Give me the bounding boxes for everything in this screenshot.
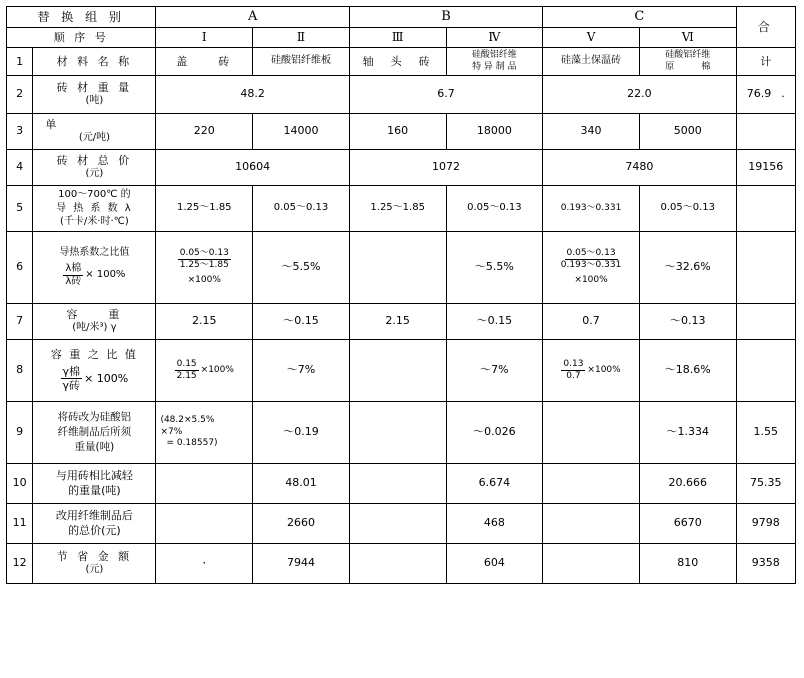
cell-value: 0.193～0.331 (543, 185, 640, 231)
cell-value: 48.2 (156, 75, 349, 113)
col-roman-1: Ⅰ (156, 28, 253, 48)
cell-value: 硅藻土保温砖 (543, 48, 640, 76)
cell-value: 硅酸铝纤维板 (253, 48, 350, 76)
row-label-unit: (吨) (85, 94, 104, 106)
cell-value: 7944 (253, 543, 350, 583)
cell-value: 5000 (639, 113, 736, 149)
cell-value (349, 401, 446, 463)
cell-value (543, 401, 640, 463)
row-number: 4 (7, 149, 33, 185)
cell-value-formula: $\frac{0.05\sim 0.13}{0.193\sim 0.331}$ ×100% (543, 231, 640, 303)
cell-value: 810 (639, 543, 736, 583)
row-label-main: 单 (45, 118, 57, 132)
row-total (736, 303, 795, 339)
cell-value: 0.05～0.13 (446, 185, 543, 231)
row-total: 9798 (736, 503, 795, 543)
col-roman-5: Ⅴ (543, 28, 640, 48)
table-row (7, 401, 796, 463)
cell-value: (48.2×5.5% ×7% = 0.18557) (156, 401, 253, 463)
row-number: 7 (7, 303, 33, 339)
cell-value: 10604 (156, 149, 349, 185)
row-label: 将砖改为硅酸铝 纤维制品后所须 重量(吨) (33, 401, 156, 463)
row-total (736, 113, 795, 149)
cell-value (349, 339, 446, 401)
row-label-main: 砖 材 总 价 (56, 154, 133, 168)
table-row (7, 339, 796, 401)
cell-value: ～7% (253, 339, 350, 401)
header-replacement-group-label: 替 换 组 别 (7, 7, 156, 28)
cell-value: ～5.5% (446, 231, 543, 303)
cell-value: 468 (446, 503, 543, 543)
row-label (33, 231, 156, 303)
cell-value (349, 231, 446, 303)
col-roman-6: Ⅵ (639, 28, 736, 48)
row-total (736, 231, 795, 303)
row-number: 10 (7, 463, 33, 503)
row-number: 11 (7, 503, 33, 543)
table-row (7, 48, 796, 76)
col-roman-3: Ⅲ (349, 28, 446, 48)
cell-value-formula: $\frac{0.15}{2.15}$ ×100% (156, 339, 253, 401)
row-number: 2 (7, 75, 33, 113)
cell-value: 7480 (543, 149, 736, 185)
cell-value: 22.0 (543, 75, 736, 113)
cell-value: 18000 (446, 113, 543, 149)
cell-value: · (156, 543, 253, 583)
row-label-unit: (元) (85, 563, 104, 575)
cell-value: 0.7 (543, 303, 640, 339)
row-label-formula: $\frac{\text{λ棉}}{\text{λ砖}}$ × 100% (65, 262, 126, 287)
table-row (7, 463, 796, 503)
cell-value: ～7% (446, 339, 543, 401)
row-label-main: 砖 材 重 量 (56, 81, 133, 95)
cell-value: 2660 (253, 503, 350, 543)
row-label (33, 303, 156, 339)
cell-value: 0.05～0.13 (253, 185, 350, 231)
cell-value-formula: $\frac{0.05\sim 0.13}{1.25\sim 1.85}$ ×100% (156, 231, 253, 303)
row-label (33, 75, 156, 113)
cell-value: ～1.334 (639, 401, 736, 463)
row-number: 5 (7, 185, 33, 231)
table-row (7, 149, 796, 185)
comparison-table (6, 6, 796, 584)
cell-value: 160 (349, 113, 446, 149)
total-header-top: 合 (736, 7, 795, 48)
table-header-row-numbers (7, 28, 796, 48)
cell-value: 盖 砖 (156, 48, 253, 76)
cell-value: 1.25～1.85 (349, 185, 446, 231)
table-row (7, 185, 796, 231)
cell-value: 604 (446, 543, 543, 583)
cell-value: ～18.6% (639, 339, 736, 401)
cell-value (543, 503, 640, 543)
row-label: 改用纤维制品后 的总价(元) (33, 503, 156, 543)
row-label-unit: (吨/米³) γ (72, 321, 117, 333)
cell-value: ～0.19 (253, 401, 350, 463)
group-a-header: A (156, 7, 349, 28)
cell-value: 6.674 (446, 463, 543, 503)
group-c-header: C (543, 7, 736, 28)
row-label-unit: (元) (85, 167, 104, 179)
cell-value (543, 463, 640, 503)
cell-value: 轴 头 砖 (349, 48, 446, 76)
header-order-number-label: 顺 序 号 (7, 28, 156, 48)
table-row (7, 543, 796, 583)
cell-value: ～0.13 (639, 303, 736, 339)
table-row (7, 75, 796, 113)
row-label-unit: (元/吨) (78, 131, 110, 143)
cell-value: 2.15 (156, 303, 253, 339)
row-total: 1.55 (736, 401, 795, 463)
row-label: 材 料 名 称 (33, 48, 156, 76)
cell-value: 6.7 (349, 75, 542, 113)
cell-value: 硅酸铝纤维 原 棉 (639, 48, 736, 76)
row-number: 9 (7, 401, 33, 463)
row-label-main: 导热系数之比值 (59, 247, 130, 258)
row-total-value: 76.9 (746, 87, 772, 101)
table-row (7, 231, 796, 303)
row-total: 9358 (736, 543, 795, 583)
cell-value (543, 543, 640, 583)
cell-value: 2.15 (349, 303, 446, 339)
cell-value (349, 543, 446, 583)
cell-value: ～32.6% (639, 231, 736, 303)
col-roman-4: Ⅳ (446, 28, 543, 48)
cell-value: 48.01 (253, 463, 350, 503)
row-label (33, 543, 156, 583)
row-label: 与用砖相比减轻 的重量(吨) (33, 463, 156, 503)
cell-value: ～0.15 (253, 303, 350, 339)
cell-value: 6670 (639, 503, 736, 543)
cell-value: 220 (156, 113, 253, 149)
cell-value: 1072 (349, 149, 542, 185)
row-number: 1 (7, 48, 33, 76)
cell-value: 20.666 (639, 463, 736, 503)
cell-value: 14000 (253, 113, 350, 149)
row-number: 12 (7, 543, 33, 583)
row-total: 19156 (736, 149, 795, 185)
cell-value (156, 503, 253, 543)
row-label (33, 149, 156, 185)
row-total: 76.9 . (736, 75, 795, 113)
table-row (7, 503, 796, 543)
col-roman-2: Ⅱ (253, 28, 350, 48)
table-row (7, 113, 796, 149)
cell-value (349, 463, 446, 503)
row-label (33, 339, 156, 401)
cell-value: ～0.026 (446, 401, 543, 463)
cell-value: 1.25～1.85 (156, 185, 253, 231)
cell-value: 硅酸铝纤维 特 异 制 品 (446, 48, 543, 76)
row-number: 8 (7, 339, 33, 401)
row-number: 6 (7, 231, 33, 303)
row-total (736, 185, 795, 231)
row-label-main: 节 省 金 额 (56, 550, 133, 564)
cell-value (156, 463, 253, 503)
cell-value (349, 503, 446, 543)
group-b-header: B (349, 7, 542, 28)
cell-value: ～5.5% (253, 231, 350, 303)
table-header-row-groups (7, 7, 796, 28)
cell-value: ～0.15 (446, 303, 543, 339)
table-row (7, 303, 796, 339)
row-total: 75.35 (736, 463, 795, 503)
row-total (736, 339, 795, 401)
row-label (33, 113, 156, 149)
row-label: 100～700℃ 的 导 热 系 数 λ (千卡/米·时·℃) (33, 185, 156, 231)
cell-value: 0.05～0.13 (639, 185, 736, 231)
row-label-main: 容 重 (66, 308, 123, 322)
cell-value-formula: $\frac{0.13}{0.7}$ ×100% (543, 339, 640, 401)
row-number: 3 (7, 113, 33, 149)
cell-value: 340 (543, 113, 640, 149)
row-total: 计 (736, 48, 795, 76)
row-label-main: 容 重 之 比 值 (50, 348, 138, 362)
row-label-formula: $\frac{\text{γ棉}}{\text{γ砖}}$ × 100% (62, 364, 129, 393)
